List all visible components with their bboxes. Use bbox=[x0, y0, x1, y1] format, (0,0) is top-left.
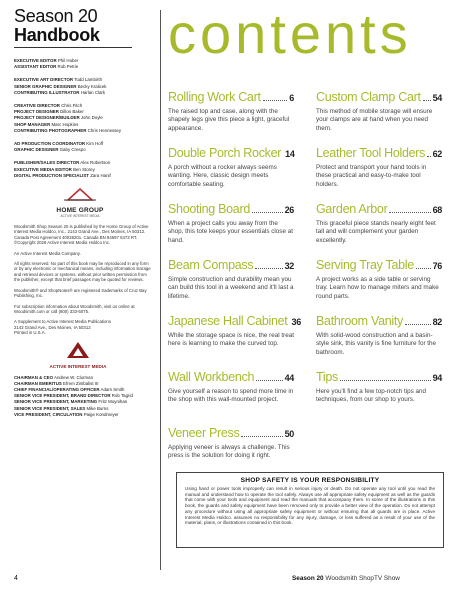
toc-entry bbox=[168, 314, 301, 370]
toc-entry-heading bbox=[168, 370, 294, 386]
toc-page-number: 14 bbox=[285, 149, 295, 159]
toc-entry-heading bbox=[316, 314, 442, 330]
toc-left-column bbox=[168, 90, 301, 482]
toc-entry-title: Rolling Work Cart bbox=[168, 90, 261, 104]
credit-name: Phil Huber bbox=[57, 58, 79, 63]
toc-entry-description: A porch without a rocker always seems wanting. Here, classic design meets comfortable seating. bbox=[168, 164, 277, 188]
credit-role: CONTRIBUTING ILLUSTRATOR bbox=[14, 89, 80, 95]
credit-role: ASSISTANT EDITOR bbox=[14, 64, 57, 70]
credit-line bbox=[14, 90, 152, 96]
masthead-rule bbox=[14, 47, 132, 48]
credit-name: John Doyle bbox=[80, 115, 103, 121]
toc-entry bbox=[168, 258, 294, 314]
toc-entry-title: Shooting Board bbox=[168, 202, 250, 216]
credit-role: GRAPHIC DESIGNER bbox=[14, 147, 59, 153]
credit-role: CHIEF FINANCIAL/OPERATING OFFICER bbox=[14, 386, 100, 392]
toc-page-number: 68 bbox=[432, 205, 442, 215]
credit-role: EXECUTIVE ART DIRECTOR bbox=[14, 77, 74, 83]
credit-name: Paige Kondmeyer bbox=[83, 411, 119, 417]
footer-show: Woodsmith ShopTV Show bbox=[325, 575, 400, 582]
credit-role: CHAIRMAN & CEO bbox=[14, 374, 54, 380]
toc-entry bbox=[316, 314, 442, 370]
credit-role: SENIOR GRAPHIC DESIGNER bbox=[14, 83, 77, 89]
toc-page-number: 54 bbox=[432, 93, 442, 103]
toc-entry-heading bbox=[316, 202, 442, 218]
credit-name: Chris Fitch bbox=[61, 103, 83, 109]
page-number: 4 bbox=[14, 575, 18, 582]
toc-entry-heading bbox=[316, 90, 442, 106]
safety-box bbox=[176, 472, 444, 548]
credit-role: SENIOR VICE PRESIDENT, SALES bbox=[14, 405, 86, 411]
credit-name: Marc Hopkins bbox=[51, 121, 79, 127]
home-group-logo-tag: ACTIVE INTEREST MEDIA bbox=[60, 214, 100, 219]
credit-line bbox=[14, 128, 152, 134]
toc-entry-title: Bathroom Vanity bbox=[316, 314, 403, 328]
toc-dot-leader bbox=[255, 265, 282, 269]
home-group-logo bbox=[50, 186, 110, 218]
credit-role: SENIOR VICE PRESIDENT, BRAND DIRECTOR bbox=[14, 393, 111, 399]
publication-paragraph: Woodsmith® and ShopNotes® are registered trademarks of Cruz Bay Publishing, Inc. bbox=[14, 287, 147, 299]
toc-entry bbox=[168, 370, 294, 426]
toc-entry bbox=[168, 146, 294, 202]
toc-entry-title: Double Porch Rocker bbox=[168, 146, 282, 160]
toc-entry-heading bbox=[168, 90, 294, 106]
toc-entry-title: Leather Tool Holders bbox=[316, 146, 426, 160]
toc-page-number: 82 bbox=[432, 317, 442, 327]
credits-creative bbox=[14, 103, 152, 134]
toc-entry bbox=[316, 258, 442, 314]
masthead-season: Season 20 bbox=[14, 6, 98, 26]
safety-text: Using hand or power tools improperly can result in serious injury or death. Do not operate any tool until you read the manual and understand how to operate the tool safely. Always use all appropriate safety equipment as well as the guards that come with your tools and equipment and read the manuals that accompany them. In some of the illustrations in this book, the guards and safety equipment have been removed only to provide a better view of the operation. Do not attempt any procedure without using all appropriate safety equipment or without ensuring that all guards are in place. Active Interest Media Holdco. assumes no responsibility for any injury, damage, or loss suffered as a result of your use of the material, plans, or illustrations contained in this book. bbox=[185, 486, 435, 526]
masthead-handbook: Handbook bbox=[14, 25, 100, 45]
credit-name: Gaby Crespo bbox=[59, 147, 86, 153]
toc-dot-leader bbox=[340, 377, 431, 381]
credits-publishing bbox=[14, 160, 152, 179]
toc-entry-title: Tips bbox=[316, 370, 338, 384]
toc-entry-description: With solid-wood construction and a basin-style sink, this vanity is fine furniture for the bathroom. bbox=[316, 332, 437, 356]
credit-role: PROJECT DESIGNER/BUILDER bbox=[14, 115, 80, 121]
publication-paragraph: Printed in U.S.A. bbox=[14, 330, 46, 336]
credits-art bbox=[14, 77, 152, 96]
toc-page-number: 50 bbox=[284, 429, 294, 439]
toc-entry bbox=[316, 146, 442, 202]
aim-logo-text: ACTIVE INTEREST MEDIA bbox=[49, 363, 107, 369]
credit-name: Efrem Zimbalist III bbox=[63, 380, 99, 386]
toc-page-number: 26 bbox=[284, 205, 294, 215]
credit-line bbox=[14, 64, 152, 70]
credit-name: Fritz Moynihan bbox=[98, 399, 128, 405]
toc-dot-leader bbox=[427, 153, 430, 157]
column-divider bbox=[160, 10, 161, 570]
contents-title: contents bbox=[168, 2, 412, 65]
aim-mark-icon bbox=[66, 341, 90, 359]
toc-entry-heading bbox=[168, 146, 294, 162]
running-footer bbox=[292, 575, 400, 582]
credit-name: Mike Burns bbox=[86, 405, 109, 411]
publication-paragraph: All rights reserved. No part of this book may be reproduced in any form or by any electronic or mechanical means, including information storage and retrieval devices or systems, without prior written permission from the publisher, except that brief passages may be quoted for reviews. bbox=[14, 261, 151, 283]
toc-entry-heading bbox=[168, 426, 294, 442]
credit-name: Harlan Clark bbox=[80, 89, 106, 95]
credit-role: PUBLISHER/SALES DIRECTOR bbox=[14, 160, 80, 166]
toc-entry-heading bbox=[316, 146, 442, 162]
toc-entry-description: This graceful piece stands nearly eight feet tall and will complement your garden excellently. bbox=[316, 220, 436, 244]
toc-entry-title: Japanese Hall Cabinet bbox=[168, 314, 288, 328]
credits-corporate bbox=[14, 375, 152, 418]
credit-role: EXECUTIVE MEDIA EDITOR bbox=[14, 166, 72, 172]
credit-name: Kim Hoff bbox=[86, 141, 104, 147]
credit-name: Dillon Baker bbox=[60, 109, 84, 115]
toc-entry-title: Wall Workbench bbox=[168, 370, 255, 384]
credit-line bbox=[14, 173, 152, 179]
publication-paragraph: A Supplement to Active Interest Media Publications bbox=[14, 319, 111, 325]
toc-entry-description: A project works as a side table or serving tray. Learn how to manage miters and make round parts. bbox=[316, 276, 439, 300]
toc-page-number: 94 bbox=[432, 373, 442, 383]
house-icon bbox=[60, 186, 100, 202]
credit-name: Andrew W. Clurman bbox=[54, 374, 94, 380]
toc-dot-leader bbox=[423, 97, 431, 101]
home-group-logo-text: HOME GROUP bbox=[56, 207, 104, 215]
credit-role: DIGITAL PRODUCTION SPECIALIST bbox=[14, 172, 89, 178]
toc-entry-heading bbox=[316, 370, 442, 386]
credit-name: Rob Petrie bbox=[57, 64, 79, 70]
publication-paragraph: Woodsmith Shop Season 20 is published by the Home Group of Active Interest Media Holdco, Inc., 2143 Grand Ave., Des Moines, IA 50312. Canada Post Agreement 40038201. Canada BN 84597 5473 RT. ©Copyright 2026 Active Interest Media Holdco Inc. bbox=[14, 224, 149, 246]
toc-entry bbox=[168, 90, 294, 146]
toc-entry-heading bbox=[168, 202, 294, 218]
safety-heading: SHOP SAFETY IS YOUR RESPONSIBILITY bbox=[240, 477, 380, 484]
publication-info bbox=[14, 224, 152, 336]
toc-entry-description: Simple construction and durability mean you can build this tool in a weekend and it'll last a lifetime. bbox=[168, 276, 294, 300]
credit-role: CREATIVE DIRECTOR bbox=[14, 103, 60, 109]
toc-dot-leader bbox=[241, 433, 282, 437]
credits-production bbox=[14, 141, 152, 153]
toc-entry-description: Here you'll find a few top-notch tips and techniques, from our shop to yours. bbox=[316, 388, 427, 404]
credit-role: SHOP MANAGER bbox=[14, 121, 51, 127]
toc-entry-description: The raised top and case, along with the shapely legs give this piece a light, graceful appearance. bbox=[168, 108, 290, 132]
footer-season: Season 20 bbox=[292, 575, 324, 582]
toc-right-column bbox=[316, 90, 442, 426]
toc-page-number: 36 bbox=[291, 317, 301, 327]
toc-dot-leader bbox=[263, 97, 288, 101]
publication-paragraph: For subscription information about Woodsmith, visit us online at Woodsmith.com or call (800) 333-5075. bbox=[14, 303, 135, 314]
toc-page-number: 62 bbox=[432, 149, 442, 159]
toc-dot-leader bbox=[256, 377, 282, 381]
toc-entry bbox=[316, 370, 442, 426]
toc-entry-heading bbox=[316, 258, 442, 274]
toc-entry-title: Custom Clamp Cart bbox=[316, 90, 421, 104]
credit-line bbox=[14, 147, 152, 153]
toc-entry-title: Veneer Press bbox=[168, 426, 240, 440]
publication-paragraph: An Active Interest Media Company. bbox=[14, 250, 81, 256]
credit-name: Chris Hennessey bbox=[87, 127, 122, 133]
toc-entry bbox=[316, 90, 442, 146]
toc-entry-description: This method of mobile storage will ensure your clamps are at hand when you need them. bbox=[316, 108, 433, 132]
toc-entry-description: Give yourself a reason to spend more time in the shop with this wall-mounted project. bbox=[168, 388, 294, 404]
credit-name: Becky Kralicek bbox=[77, 83, 107, 89]
toc-entry-description: Applying veneer is always a challenge. This press is the solution for doing it right. bbox=[168, 444, 290, 460]
credit-role: EXECUTIVE EDITOR bbox=[14, 58, 57, 63]
credit-line bbox=[14, 412, 152, 418]
credit-role: CHAIRMAN EMERITUS bbox=[14, 380, 62, 386]
toc-page-number: 32 bbox=[284, 261, 294, 271]
credit-name: Zara Hanif bbox=[90, 172, 111, 178]
credit-name: Rob Tagrid bbox=[111, 393, 133, 399]
toc-entry bbox=[168, 202, 294, 258]
toc-entry-heading bbox=[168, 258, 294, 274]
toc-dot-leader bbox=[389, 209, 430, 213]
toc-entry-description: Protect and transport your hand tools in these practical and easy-to-make tool holders. bbox=[316, 164, 427, 188]
toc-entry-title: Beam Compass bbox=[168, 258, 254, 272]
credit-name: Alex Robertson bbox=[80, 160, 111, 166]
credit-name: Ben Storey bbox=[73, 166, 95, 172]
toc-entry bbox=[316, 202, 442, 258]
toc-entry-description: When a project calls you away from the shop, this tote keeps your essentials close at hand. bbox=[168, 220, 293, 244]
toc-entry-title: Garden Arbor bbox=[316, 202, 388, 216]
toc-entry-description: While the storage space is nice, the real treat here is learning to make the curved top. bbox=[168, 332, 295, 348]
credit-role: CONTRIBUTING PHOTOGRAPHER bbox=[14, 127, 87, 133]
toc-page-number: 76 bbox=[432, 261, 442, 271]
aim-logo bbox=[48, 341, 108, 369]
credit-role: SENIOR VICE PRESIDENT, MARKETING bbox=[14, 399, 98, 405]
toc-dot-leader bbox=[405, 321, 431, 325]
toc-page-number: 44 bbox=[284, 373, 294, 383]
toc-entry-heading bbox=[168, 314, 301, 330]
masthead-column bbox=[14, 8, 152, 425]
toc-dot-leader bbox=[416, 265, 431, 269]
credit-role: VICE PRESIDENT, CIRCULATION bbox=[14, 411, 83, 417]
toc-dot-leader bbox=[252, 209, 283, 213]
credit-role: AD PRODUCTION COORDINATOR bbox=[14, 141, 86, 147]
credit-role: PROJECT DESIGNER bbox=[14, 109, 59, 115]
credit-name: Todd Lambirth bbox=[74, 77, 103, 83]
publication-paragraph: 2143 Grand Ave., Des Moines, IA 50312 bbox=[14, 324, 91, 330]
toc-page-number: 6 bbox=[289, 93, 294, 103]
toc-entry-title: Serving Tray Table bbox=[316, 258, 414, 272]
credits-editorial bbox=[14, 58, 152, 70]
credit-name: Adam Smith bbox=[100, 386, 125, 392]
